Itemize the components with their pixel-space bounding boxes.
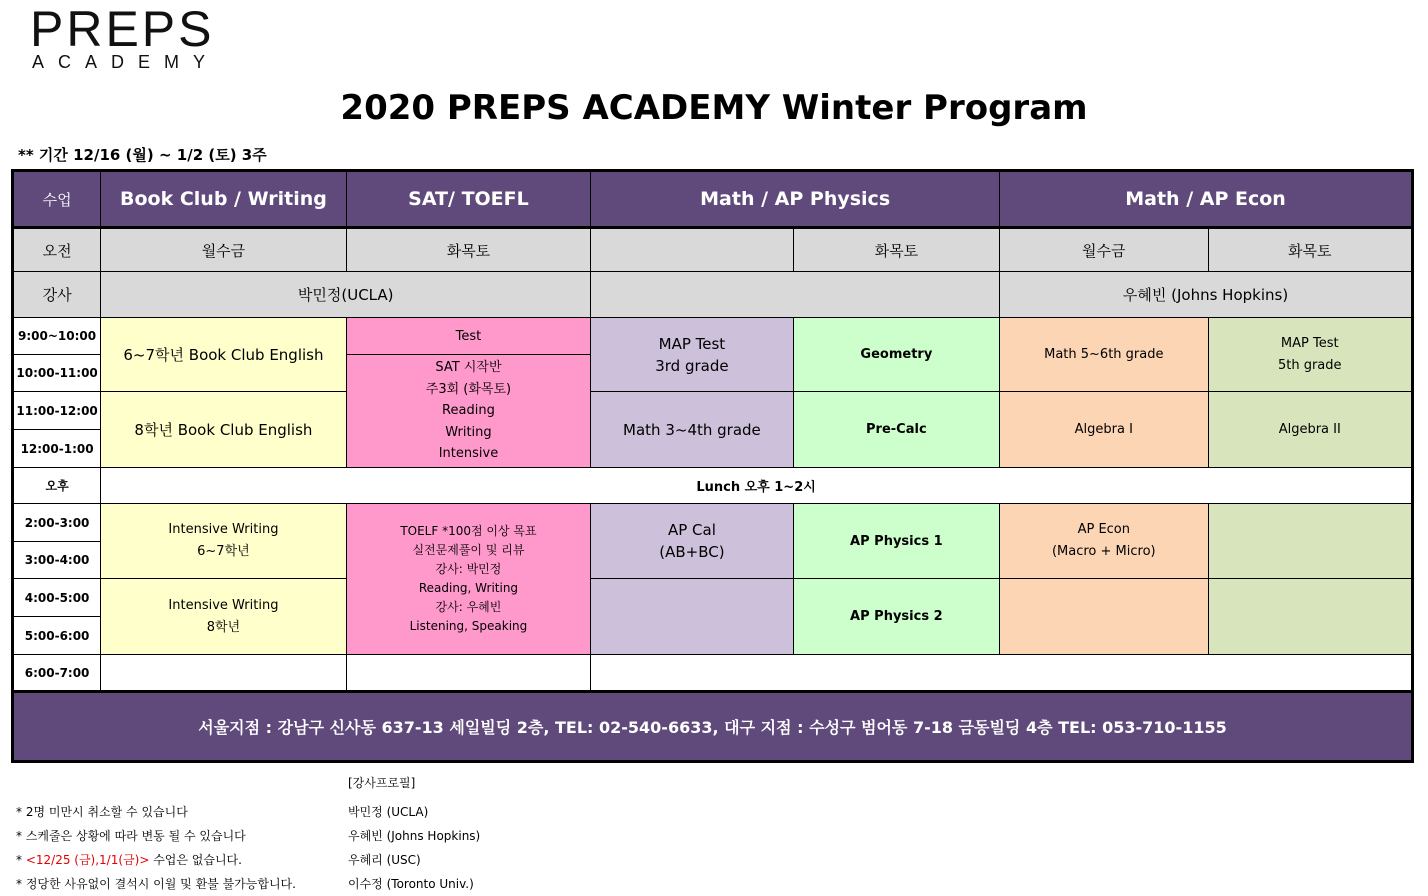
- profile-heading: [강사프로필]: [348, 776, 416, 790]
- toefl-line: Listening, Speaking: [409, 619, 528, 633]
- time-row: [13, 655, 1413, 692]
- note-item: [16, 848, 296, 872]
- teacher-row: [13, 272, 1413, 318]
- days-sat: 화목토: [346, 228, 591, 272]
- note-prefix: *: [16, 853, 26, 867]
- time-label: 2:00-3:00: [13, 504, 101, 542]
- empty-olive-cell: [1208, 579, 1412, 655]
- note-item: * 2명 미만시 취소할 수 있습니다: [16, 805, 188, 819]
- header-math-econ: Math / AP Econ: [1000, 171, 1413, 228]
- ap-cal-sub: (AB+BC): [659, 543, 725, 561]
- toefl-line: Reading, Writing: [418, 581, 519, 595]
- sat-test: Test: [346, 318, 591, 355]
- branch-info: 서울지점 : 강남구 신사동 637-13 세일빌딩 2층, TEL: 02-540-6633, 대구 지점 : 수성구 범어동 7-18 금동빌딩 4층 TEL: 053-710-1155: [13, 692, 1413, 762]
- toefl-cell: [346, 504, 591, 655]
- teacher-middle: [591, 272, 1000, 318]
- preps-academy-logo: [30, 2, 245, 70]
- map-test5-grade: 5th grade: [1277, 357, 1342, 373]
- teacher-label: 강사: [13, 272, 101, 318]
- days-econ-b: 화목토: [1208, 228, 1412, 272]
- days-label: 오전: [13, 228, 101, 272]
- algebra-1: Algebra I: [1000, 392, 1208, 468]
- days-bookclub: 월수금: [101, 228, 347, 272]
- time-label: 3:00-4:00: [13, 542, 101, 579]
- toefl-line: 강사: 우혜빈: [435, 600, 502, 614]
- profile-item: 우혜빈 (Johns Hopkins): [348, 829, 481, 843]
- toefl-line: 실전문제풀이 및 리뷰: [412, 543, 525, 557]
- iw67-line: Intensive Writing: [168, 522, 279, 537]
- empty-orange-cell: [1000, 579, 1208, 655]
- header-row: [13, 171, 1413, 228]
- page-title: 2020 PREPS ACADEMY Winter Program: [340, 88, 1088, 128]
- ap-cal-line: AP Cal: [667, 521, 716, 539]
- iw8-grade: 8학년: [206, 619, 241, 635]
- time-row: [13, 318, 1413, 355]
- note-item: * 정당한 사유없이 결석시 이월 및 환불 불가능합니다.: [16, 877, 296, 891]
- time-label: 12:00-1:00: [13, 430, 101, 468]
- map-test-3rd: [591, 318, 793, 392]
- time-row: [13, 579, 1413, 617]
- time-label: 오후: [13, 468, 101, 504]
- empty-olive-cell: [1208, 504, 1412, 579]
- note-suffix: 수업은 없습니다.: [149, 853, 242, 867]
- lunch-cell: Lunch 오후 1~2시: [101, 468, 1413, 504]
- bookclub-67: 6~7학년 Book Club English: [101, 318, 347, 392]
- header-sat-toefl: SAT/ TOEFL: [346, 171, 591, 228]
- teacher-profile: [348, 771, 480, 896]
- map-test-grade: 3rd grade: [655, 356, 729, 375]
- header-math-physics: Math / AP Physics: [591, 171, 1000, 228]
- time-row: [13, 504, 1413, 542]
- logo-line2: ACADEMY: [32, 52, 220, 72]
- days-econ-a: 월수금: [1000, 228, 1208, 272]
- sat-main-line: Reading: [442, 403, 495, 419]
- sat-main-line: 주3회 (화목토): [425, 381, 512, 397]
- math-56: Math 5~6th grade: [1000, 318, 1208, 392]
- empty-lavender-cell: [591, 579, 793, 655]
- iw67-grade: 6~7학년: [197, 544, 250, 559]
- ap-physics-2: AP Physics 2: [793, 579, 999, 655]
- logo-line1: PREPS: [30, 1, 215, 57]
- empty-cell: [591, 655, 1413, 692]
- sat-main: [346, 355, 591, 468]
- math-34: Math 3~4th grade: [591, 392, 793, 468]
- teacher-left: 박민정(UCLA): [101, 272, 591, 318]
- days-math-a: [591, 228, 793, 272]
- sat-main-line: Writing: [445, 424, 492, 440]
- iw8-line: Intensive Writing: [168, 597, 279, 613]
- schedule-table: [11, 169, 1414, 763]
- empty-cell: [346, 655, 591, 692]
- toefl-line: 강사: 박민정: [435, 562, 502, 576]
- intensive-writing-67: [101, 504, 347, 579]
- pre-calc: Pre-Calc: [793, 392, 999, 468]
- program-period: ** 기간 12/16 (월) ~ 1/2 (토) 3주: [18, 146, 267, 164]
- header-class-label: 수업: [13, 171, 101, 228]
- note-item: * 스케줄은 상황에 따라 변동 될 수 있습니다: [16, 829, 246, 843]
- header-bookclub: Book Club / Writing: [101, 171, 347, 228]
- ap-econ-line: AP Econ: [1077, 522, 1130, 537]
- ap-cal: [591, 504, 793, 579]
- sat-main-line: Intensive: [438, 446, 499, 462]
- ap-econ-sub: (Macro + Micro): [1051, 544, 1156, 559]
- empty-cell: [101, 655, 347, 692]
- toefl-line: TOELF *100점 이상 목표: [400, 524, 537, 538]
- time-row: [13, 392, 1413, 430]
- days-math-b: 화목토: [793, 228, 999, 272]
- time-label: 4:00-5:00: [13, 579, 101, 617]
- time-label: 10:00-11:00: [13, 355, 101, 392]
- time-label: 5:00-6:00: [13, 617, 101, 655]
- time-label: 9:00~10:00: [13, 318, 101, 355]
- algebra-2: Algebra II: [1208, 392, 1412, 468]
- note-holiday-dates: <12/25 (금),1/1(금)>: [25, 853, 150, 867]
- ap-econ: [1000, 504, 1208, 579]
- footer-row: [13, 692, 1413, 762]
- map-test5-line: MAP Test: [1280, 335, 1339, 351]
- profile-item: 우혜리 (USC): [348, 853, 421, 867]
- profile-item: 이수정 (Toronto Univ.): [348, 877, 474, 891]
- notes-list: [16, 800, 296, 896]
- teacher-right: 우혜빈 (Johns Hopkins): [1000, 272, 1413, 318]
- map-test-line: MAP Test: [658, 334, 726, 353]
- geometry: Geometry: [793, 318, 999, 392]
- bookclub-8: 8학년 Book Club English: [101, 392, 347, 468]
- lunch-row: [13, 468, 1413, 504]
- map-test-5th: [1208, 318, 1412, 392]
- time-label: 11:00-12:00: [13, 392, 101, 430]
- intensive-writing-8: [101, 579, 347, 655]
- days-row: [13, 228, 1413, 272]
- sat-main-line: SAT 시작반: [435, 360, 502, 376]
- ap-physics-1: AP Physics 1: [793, 504, 999, 579]
- time-label: 6:00-7:00: [13, 655, 101, 692]
- profile-item: 박민정 (UCLA): [348, 805, 429, 819]
